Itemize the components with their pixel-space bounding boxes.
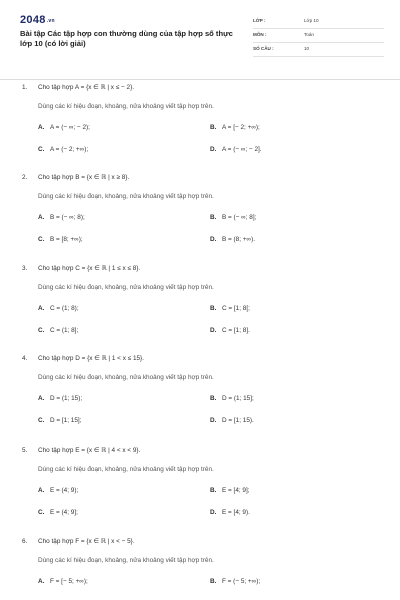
option-letter: D.: [210, 236, 217, 243]
option-b[interactable]: [210, 305, 250, 312]
option-text: A = (− 2; +∞);: [50, 146, 89, 153]
option-text: D = [1; 15).: [222, 417, 254, 424]
option-text: D = [1; 15];: [50, 417, 82, 424]
option-text: D = (1; 15);: [50, 395, 83, 402]
document-meta: [253, 15, 384, 57]
meta-row-question-count: [253, 43, 384, 57]
option-letter: A.: [38, 124, 45, 131]
question-2: [22, 173, 382, 263]
question-number: 5.: [22, 447, 28, 454]
option-b[interactable]: [210, 487, 250, 494]
question-stem-line: [22, 537, 135, 545]
option-letter: A.: [38, 214, 45, 221]
question-stem: Cho tập hợp D = {x ∈ ℝ | 1 < x ≤ 15}.: [38, 355, 144, 362]
option-b[interactable]: [210, 395, 254, 402]
question-instruction: Dùng các kí hiệu đoạn, khoảng, nửa khoảng viết tập hợp trên.: [38, 557, 214, 564]
option-letter: D.: [210, 146, 217, 153]
option-b[interactable]: [210, 124, 260, 131]
option-text: F = [− 5; +∞);: [50, 578, 88, 585]
option-letter: D.: [210, 327, 217, 334]
option-text: C = [1; 8[;: [222, 305, 250, 312]
question-number: 6.: [22, 538, 28, 545]
question-number: 2.: [22, 174, 28, 181]
option-b[interactable]: [210, 214, 256, 221]
site-logo[interactable]: [20, 14, 55, 26]
option-text: B = (− ∞; 8);: [50, 214, 85, 221]
option-a[interactable]: [38, 305, 79, 312]
meta-value: Lớp 10: [304, 18, 319, 23]
option-a[interactable]: [38, 395, 82, 402]
option-text: E = (4; 9];: [50, 509, 78, 516]
option-letter: A.: [38, 305, 45, 312]
option-d[interactable]: [210, 236, 255, 243]
question-stem-line: [22, 173, 129, 181]
question-stem: Cho tập hợp F = {x ∈ ℝ | x < − 5}.: [38, 538, 135, 545]
logo-suffix: .vn: [46, 18, 55, 24]
option-letter: B.: [210, 578, 217, 585]
meta-row-subject: [253, 29, 384, 43]
option-c[interactable]: [38, 146, 88, 153]
meta-value: 10: [304, 46, 310, 51]
option-text: E = [4; 9];: [222, 487, 250, 494]
option-text: C = (1; 8);: [50, 305, 79, 312]
option-a[interactable]: [38, 214, 85, 221]
meta-row-class: [253, 15, 384, 29]
option-c[interactable]: [38, 236, 83, 243]
option-letter: B.: [210, 124, 217, 131]
question-stem: Cho tập hợp E = {x ∈ ℝ | 4 < x < 9}.: [38, 447, 141, 454]
question-instruction: Dùng các kí hiệu đoạn, khoảng, nửa khoảng viết tập hợp trên.: [38, 466, 214, 473]
option-letter: B.: [210, 305, 217, 312]
question-number: 1.: [22, 84, 28, 91]
question-stem-line: [22, 446, 140, 454]
option-letter: D.: [210, 417, 217, 424]
option-b[interactable]: [210, 578, 260, 585]
question-instruction: Dùng các kí hiệu đoạn, khoảng, nửa khoảng viết tập hợp trên.: [38, 103, 214, 110]
option-text: B = (− ∞; 8];: [222, 214, 257, 221]
option-letter: A.: [38, 487, 45, 494]
option-letter: B.: [210, 487, 217, 494]
option-letter: B.: [210, 395, 217, 402]
question-stem: Cho tập hợp C = {x ∈ ℝ | 1 ≤ x ≤ 8}.: [38, 265, 141, 272]
logo-text: 2048: [20, 14, 46, 26]
option-d[interactable]: [210, 509, 250, 516]
question-stem: Cho tập hợp A = {x ∈ ℝ | x ≤ − 2}.: [38, 84, 135, 91]
question-instruction: Dùng các kí hiệu đoạn, khoảng, nửa khoảng viết tập hợp trên.: [38, 193, 214, 200]
option-text: C = (1; 8];: [50, 327, 79, 334]
option-letter: C.: [38, 236, 45, 243]
option-c[interactable]: [38, 327, 78, 334]
question-stem: Cho tập hợp B = {x ∈ ℝ | x ≥ 8}.: [38, 174, 130, 181]
option-letter: D.: [210, 509, 217, 516]
question-4: [22, 354, 382, 444]
document-title: Bài tập Các tập hợp con thường dùng của tập hợp số thực lớp 10 (có lời giải): [20, 29, 233, 48]
meta-label: LỚP :: [253, 18, 266, 23]
option-d[interactable]: [210, 327, 250, 334]
option-text: A = [− 2; +∞);: [222, 124, 260, 131]
question-stem-line: [22, 83, 134, 91]
question-stem-line: [22, 264, 140, 272]
option-text: A = (− ∞; − 2].: [222, 146, 262, 153]
option-letter: C.: [38, 146, 45, 153]
question-stem-line: [22, 354, 144, 362]
option-text: B = [8; +∞);: [50, 236, 83, 243]
option-text: C = [1; 8].: [222, 327, 250, 334]
option-text: E = (4; 9);: [50, 487, 79, 494]
meta-label: SỐ CÂU :: [253, 46, 274, 51]
option-letter: B.: [210, 214, 217, 221]
question-number: 3.: [22, 265, 28, 272]
option-text: D = (1; 15];: [222, 395, 254, 402]
header-divider: [0, 79, 400, 80]
option-text: B = (8; +∞).: [222, 236, 255, 243]
question-instruction: Dùng các kí hiệu đoạn, khoảng, nửa khoảng viết tập hợp trên.: [38, 374, 214, 381]
question-instruction: Dùng các kí hiệu đoạn, khoảng, nửa khoảng viết tập hợp trên.: [38, 284, 214, 291]
option-letter: A.: [38, 395, 45, 402]
question-1: [22, 83, 382, 173]
option-text: A = (− ∞; − 2);: [50, 124, 90, 131]
option-text: E = [4; 9).: [222, 509, 250, 516]
question-5: [22, 446, 382, 536]
option-letter: C.: [38, 509, 45, 516]
option-text: F = (− 5; +∞);: [222, 578, 261, 585]
option-letter: C.: [38, 417, 45, 424]
option-a[interactable]: [38, 124, 90, 131]
document-header: [20, 0, 384, 68]
option-d[interactable]: [210, 417, 254, 424]
option-letter: A.: [38, 578, 45, 585]
option-a[interactable]: [38, 578, 88, 585]
meta-label: MÔN :: [253, 32, 267, 37]
question-3: [22, 264, 382, 354]
question-6: [22, 537, 382, 597]
option-a[interactable]: [38, 487, 78, 494]
question-number: 4.: [22, 355, 28, 362]
option-c[interactable]: [38, 417, 81, 424]
option-d[interactable]: [210, 146, 262, 153]
option-letter: C.: [38, 327, 45, 334]
meta-value: Toán: [304, 32, 314, 37]
option-c[interactable]: [38, 509, 78, 516]
